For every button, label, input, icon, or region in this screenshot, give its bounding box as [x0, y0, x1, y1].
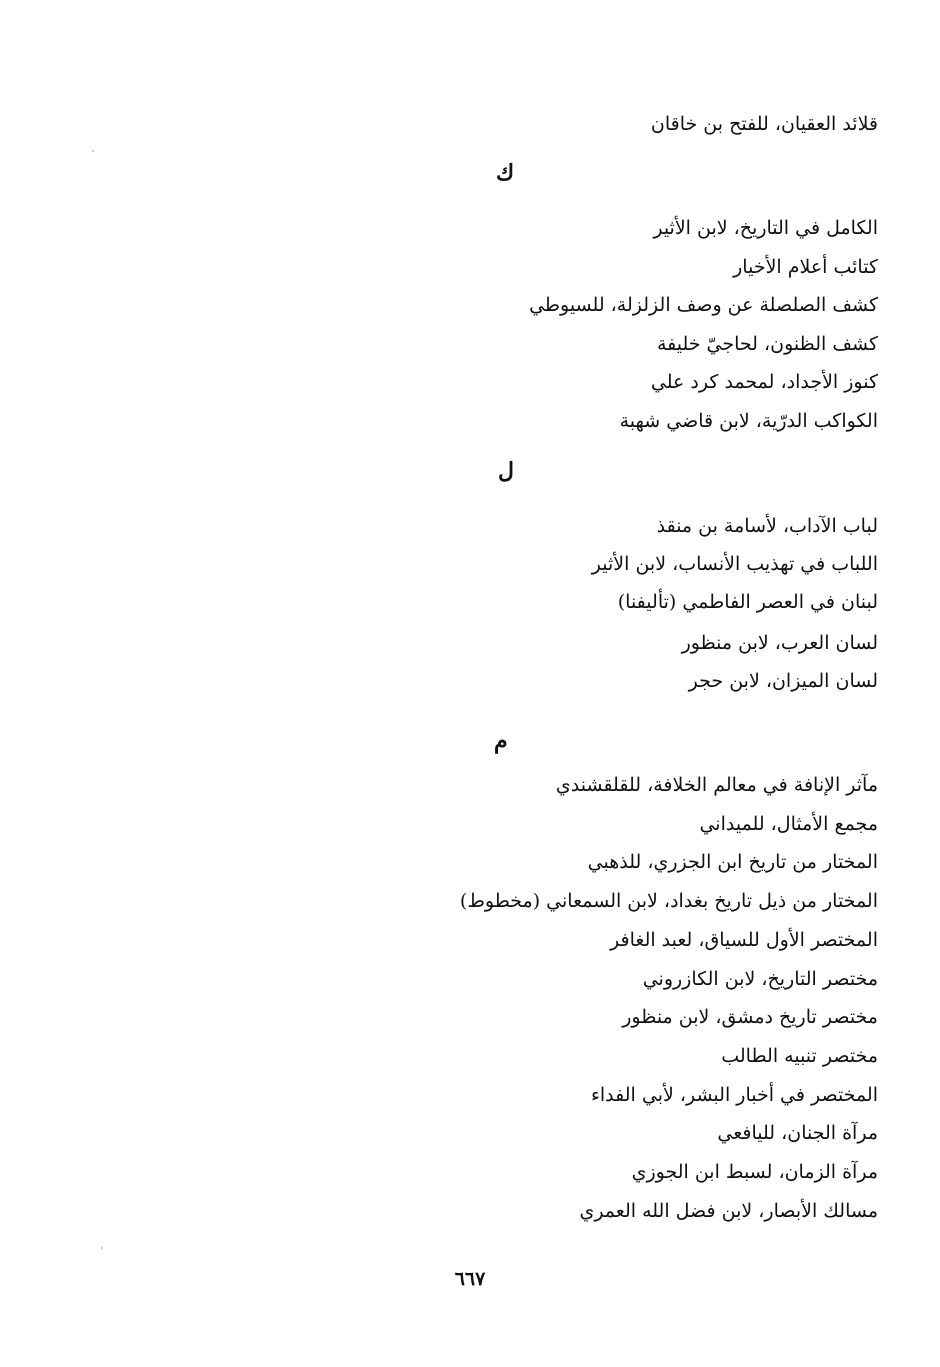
- list-item: كشف الظنون، لحاجيّ خليفة: [656, 333, 878, 355]
- list-item: المختصر الأول للسياق، لعبد الغافر: [610, 929, 878, 951]
- page-number: ٦٦٧: [454, 1268, 486, 1290]
- list-item: مختصر تنبيه الطالب: [721, 1045, 878, 1067]
- scan-speck: [92, 150, 94, 152]
- list-item: لبنان في العصر الفاطمي (تأليفنا): [617, 591, 878, 613]
- list-item: مجمع الأمثال، للميداني: [699, 813, 878, 835]
- list-item: لسان العرب، لابن منظور: [681, 632, 878, 654]
- list-item: المختار من تاريخ ابن الجزري، للذهبي: [587, 851, 878, 873]
- list-item: قلائد العقيان، للفتح بن خاقان: [650, 113, 878, 135]
- list-item: كتائب أعلام الأخيار: [733, 256, 878, 278]
- list-item: لباب الآداب، لأسامة بن منقذ: [656, 515, 878, 537]
- section-heading-kaf: ك: [496, 160, 515, 186]
- list-item: اللباب في تهذيب الأنساب، لابن الأثير: [591, 553, 878, 575]
- scan-speck: [101, 1247, 103, 1249]
- list-item: مسالك الأبصار، لابن فضل الله العمري: [579, 1200, 878, 1222]
- list-item: كشف الصلصلة عن وصف الزلزلة، للسيوطي: [529, 294, 878, 316]
- list-item: لسان الميزان، لابن حجر: [688, 670, 878, 692]
- list-item: مرآة الجنان، لليافعي: [717, 1122, 878, 1144]
- list-item: الكامل في التاريخ، لابن الأثير: [653, 217, 878, 239]
- list-item: المختصر في أخبار البشر، لأبي الفداء: [590, 1084, 878, 1106]
- list-item: كنوز الأجداد، لمحمد كرد علي: [650, 371, 878, 393]
- list-item: مختصر التاريخ، لابن الكازروني: [642, 968, 878, 990]
- list-item: مرآة الزمان، لسبط ابن الجوزي: [631, 1161, 878, 1183]
- section-heading-mim: م: [494, 728, 508, 754]
- list-item: المختار من ذيل تاريخ بغداد، لابن السمعاني (مخطوط): [459, 890, 878, 912]
- list-item: الكواكب الدرّية، لابن قاضي شهبة: [619, 410, 878, 432]
- list-item: مآثر الإنافة في معالم الخلافة، للقلقشندي: [555, 774, 878, 796]
- section-heading-lam: ل: [498, 458, 514, 484]
- list-item: مختصر تاريخ دمشق، لابن منظور: [622, 1006, 878, 1028]
